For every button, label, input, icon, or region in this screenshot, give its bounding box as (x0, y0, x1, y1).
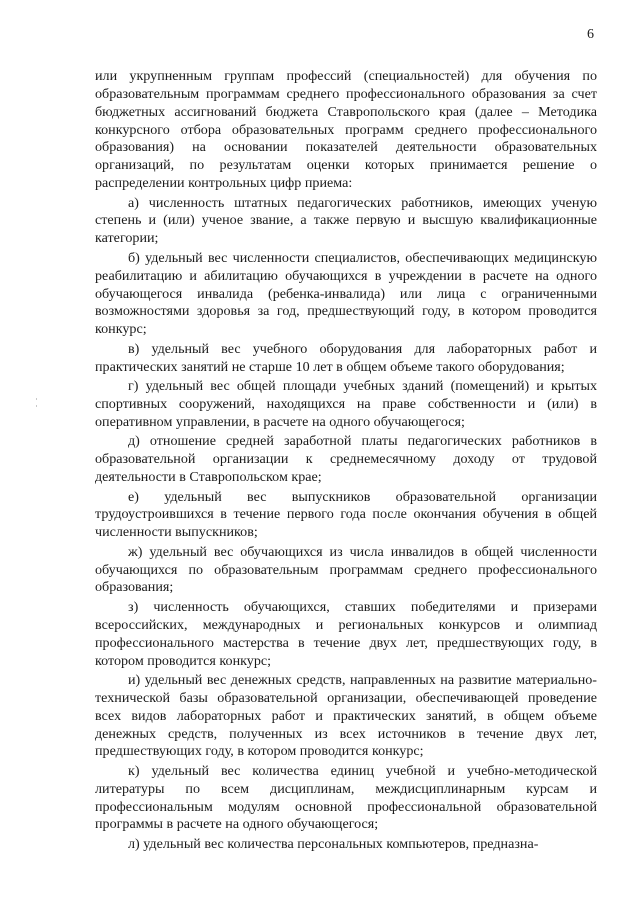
list-item-zh: ж) удельный вес обучающихся из числа инвалидов в общей численности обучающихся по образовательным программам среднего профессионального образования; (95, 543, 597, 596)
scan-margin-mark (36, 398, 37, 400)
document-body (95, 68, 597, 856)
list-item-a: а) численность штатных педагогических работников, имеющих ученую степень и (или) ученое звание, а также первую и высшую квалификационные категории; (95, 194, 597, 247)
list-item-e: е) удельный вес выпускников образовательной организации трудоустроившихся в течение первого года после окончания обучения в общей численности выпускников; (95, 488, 597, 541)
scan-margin-mark (36, 405, 37, 407)
page-number: 6 (587, 27, 594, 42)
paragraph-continuation: или укрупненным группам профессий (специальностей) для обучения по образовательным программам среднего профессионального образования за счет бюджетных ассигнований бюджета Ставропольского края (далее – Методика конкурсного отбора образовательных программ среднего профессионального образования) на основании показателей деятельности образовательных организаций, по результатам оценки которых принимается решение о распределении контрольных цифр приема: (95, 68, 597, 192)
list-item-l: л) удельный вес количества персональных компьютеров, предназна- (128, 836, 539, 852)
list-item-v: в) удельный вес учебного оборудования для лабораторных работ и практических занятий не старше 10 лет в общем объеме такого оборудования; (95, 340, 597, 375)
list-item-b: б) удельный вес численности специалистов, обеспечивающих медицинскую реабилитацию и абилитацию обучающихся в учреждении в расчете на одного обучающегося инвалида (ребенка-инвалида) или лица с ограниченными возможностями здоровья за год, предшествующий году, в котором проводится конкурс; (95, 249, 597, 338)
list-item-g: г) удельный вес общей площади учебных зданий (помещений) и крытых спортивных сооружений, находящихся на праве собственности и (или) в оперативном управлении, в расчете на одного обучающегося; (95, 378, 597, 430)
list-item-k: к) удельный вес количества единиц учебной и учебно-методической литературы по всем дисциплинам, междисциплинарным курсам и профессиональным модулям основной профессиональной образовательной программы в расчете на одного обучающегося; (95, 762, 597, 833)
list-item-z: з) численность обучающихся, ставших победителями и призерами всероссийских, международных и региональных конкурсов и олимпиад профессионального мастерства в течение двух лет, предшествующих году, в котором проводится конкурс; (95, 598, 597, 669)
list-item-d: д) отношение средней заработной платы педагогических работников в образовательной организации к среднемесячному доходу от трудовой деятельности в Ставропольском крае; (95, 433, 597, 485)
list-item-i: и) удельный вес денежных средств, направленных на развитие материально-технической базы образовательной организации, обеспечивающей проведение всех видов лабораторных работ и практических занятий, в общем объеме денежных средств, полученных из всех источников в течение двух лет, предшествующих году, в котором проводится конкурс; (95, 672, 597, 760)
